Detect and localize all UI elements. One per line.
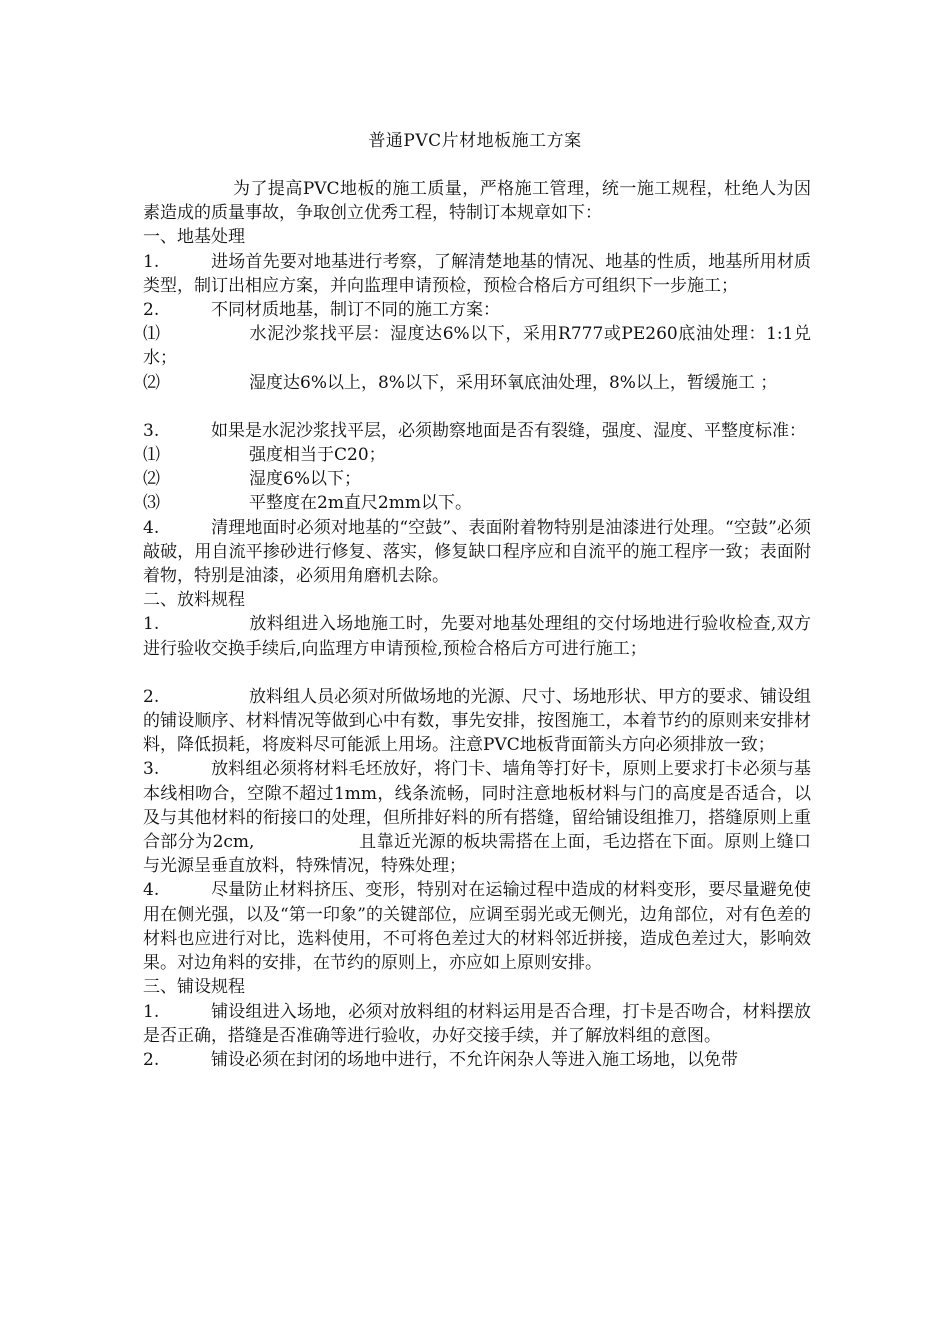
list-item	[143, 1000, 811, 1048]
item-text: 清理地面时必须对地基的“空鼓”、表面附着物特别是油漆进行处理。“空鼓”必须敲破，用自流平掺砂进行修复、落实，修复缺口程序应和自流平的施工程序一致；表面附着物，特别是油漆，必须用角磨机去除。	[143, 517, 811, 587]
list-item	[143, 516, 811, 589]
item-text: 尽量防止材料挤压、变形，特别对在运输过程中造成的材料变形，要尽量避免使用在侧光强，以及“第一印象”的关键部位，应调至弱光或无侧光，边角部位，对有色差的材料也应进行对比，选料使用，不可将色差过大的材料邻近拼接，造成色差过大，影响效果。对边角料的安排，在节约的原则上，亦应如上原则安排。	[143, 880, 811, 974]
item-number: ⑴	[143, 324, 160, 345]
item-text: 放料组人员必须对所做场地的光源、尺寸、场地形状、甲方的要求、铺设组的铺设顺序、材料情况等做到心中有数，事先安排，按图施工，本着节约的原则来安排材料，降低损耗，将废料尽可能派上用场。注意PVC地板背面箭头方向必须排放一致；	[143, 686, 811, 756]
item-text: 不同材质地基，制订不同的施工方案：	[211, 300, 500, 321]
list-item	[143, 685, 811, 758]
sub-list-item	[143, 467, 811, 491]
item-number: ⑵	[143, 469, 160, 490]
item-text: 平整度在2m直尺2mm以下。	[249, 493, 472, 514]
sub-list-item	[143, 491, 811, 515]
item-number: 2.	[143, 300, 160, 321]
item-text: 水泥沙浆找平层：湿度达6%以下，采用R777或PE260底油处理：1:1兑水；	[143, 324, 811, 369]
list-item	[143, 419, 811, 443]
item-number: 2.	[143, 1049, 160, 1070]
item-number: ⑵	[143, 372, 160, 393]
list-item	[143, 298, 811, 322]
item-text: 放料组进入场地施工时，先要对地基处理组的交付场地进行验收检查,双方进行验收交换手续后,向监理方申请预检,预检合格后方可进行施工；	[143, 614, 811, 659]
item-number: 1.	[143, 251, 160, 272]
item-text: 进场首先要对地基进行考察，了解清楚地基的情况、地基的性质，地基所用材质类型，制订出相应方案，并向监理申请预检，预检合格后方可组织下一步施工；	[143, 251, 811, 296]
item-text: 湿度6%以下；	[249, 469, 361, 490]
list-item	[143, 1048, 811, 1072]
document-body	[143, 177, 811, 1072]
sub-list-item	[143, 371, 811, 395]
list-item	[143, 757, 811, 878]
item-number: ⑶	[143, 493, 160, 514]
item-text: 如果是水泥沙浆找平层，必须勘察地面是否有裂缝，强度、湿度、平整度标准：	[211, 420, 806, 441]
section-heading-material-layout: 二、放料规程	[143, 590, 245, 611]
item-number: 4.	[143, 517, 160, 538]
sub-list-item	[143, 322, 811, 370]
item-text: 铺设组进入场地，必须对放料组的材料运用是否合理，打卡是否吻合，材料摆放是否正确，搭缝是否准确等进行验收，办好交接手续，并了解放料组的意图。	[143, 1001, 811, 1046]
item-text: 铺设必须在封闭的场地中进行，不允许闲杂人等进入施工场地，以免带	[211, 1049, 738, 1070]
document-title: 普通PVC片材地板施工方案	[368, 131, 582, 151]
list-item	[143, 250, 811, 298]
item-number: 1.	[143, 614, 160, 635]
item-number: 1.	[143, 1001, 160, 1022]
sub-list-item	[143, 443, 811, 467]
blank-line	[143, 395, 811, 419]
intro-paragraph: 为了提高PVC地板的施工质量，严格施工管理，统一施工规程，杜绝人为因素造成的质量事故，争取创立优秀工程，特制订本规章如下：	[143, 179, 811, 224]
item-number: 2.	[143, 686, 160, 707]
item-text: 放料组必须将材料毛坯放好，将门卡、墙角等打好卡，原则上要求打卡必须与基本线相吻合，空隙不超过1mm，线条流畅，同时注意地板材料与门的高度是否适合，以及与其他材料的衔接口的处理，但所排好料的所有搭缝，留给铺设组推刀，搭缝原则上重合部分为2cm, 且靠近光源的板块需搭在上面，毛边搭在下面。原则上缝口与光源呈垂直放料，特殊情况，特殊处理；	[143, 759, 811, 877]
item-number: 3.	[143, 420, 160, 441]
list-item	[143, 878, 811, 975]
list-item	[143, 612, 811, 660]
blank-line	[143, 661, 811, 685]
item-number: 4.	[143, 880, 160, 901]
item-text: 强度相当于C20；	[249, 445, 386, 466]
section-heading-laying: 三、铺设规程	[143, 977, 245, 998]
section-heading-foundation: 一、地基处理	[143, 227, 245, 248]
item-text: 湿度达6%以上，8%以下，采用环氧底油处理，8%以上，暂缓施工 ；	[249, 372, 778, 393]
item-number: 3.	[143, 759, 160, 780]
item-number: ⑴	[143, 445, 160, 466]
